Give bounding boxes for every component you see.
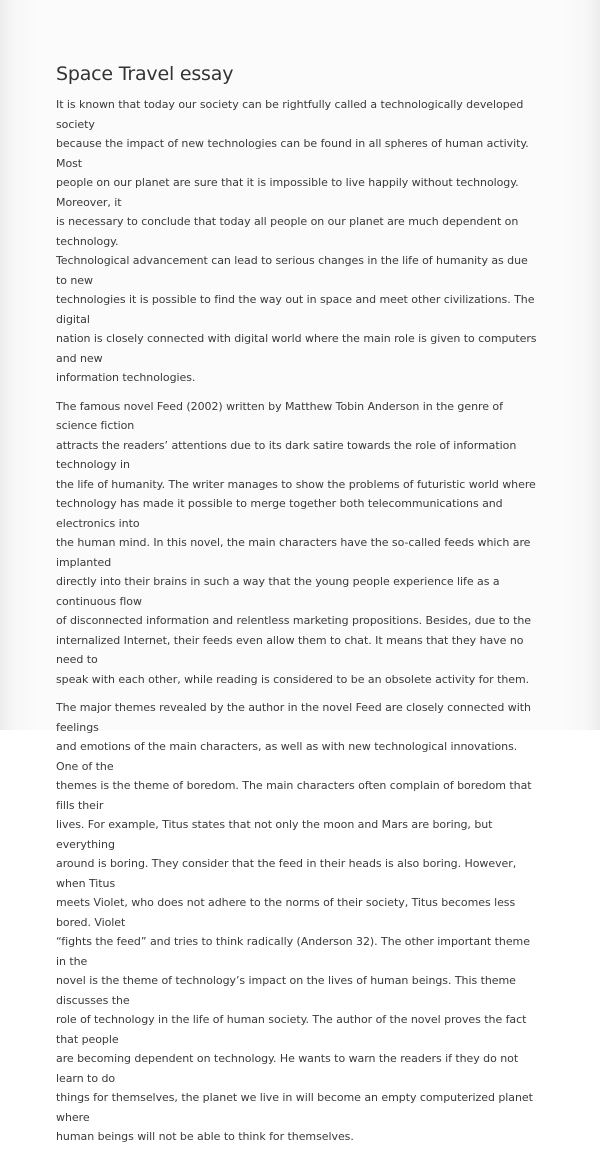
document-body (56, 62, 542, 1156)
paragraph-intro: It is known that today our society can be rightfully called a technologically developed society because the impact of new technologies can be found in all spheres of human activity. Most people on our planet are sure that it is impossible to live happily without technology. Moreover, it is necessary to conclude that today all people on our planet are much dependent on technology. Technological advancement can lead to serious changes in the life of humanity as due to new technologies it is possible to find the way out in space and meet other civilizations. The digital nation is closely connected with digital world where the main role is given to computers and new information technologies. (56, 98, 537, 384)
paragraph-major-themes: The major themes revealed by the author in the novel Feed are closely connected with feelings and emotions of the main characters, as well as with new technological innovations. One of the themes is the theme of boredom. The main characters often complain of boredom that fills their lives. For example, Titus states that not only the moon and Mars are boring, but everything around is boring. They consider that the feed in their heads is also boring. However, when Titus meets Violet, who does not adhere to the norms of their society, Titus becomes less bored. Violet “fights the feed” and tries to think radically (Anderson 32). The other important theme in the novel is the theme of technology’s impact on the lives of human beings. This theme discusses the role of technology in the life of human society. The author of the novel proves the fact that people are becoming dependent on technology. He wants to warn the readers if they do not learn to do things for themselves, the planet we live in will become an empty computerized planet where human beings will not be able to think for themselves. (56, 701, 533, 1143)
document-title: Space Travel essay (56, 63, 234, 85)
paragraph-novel-feed: The famous novel Feed (2002) written by Matthew Tobin Anderson in the genre of science fiction attracts the readers’ attentions due to its dark satire towards the role of information technology in the life of humanity. The writer manages to show the problems of futuristic world where technology has made it possible to merge together both telecommunications and electronics into the human mind. In this novel, the main characters have the so-called feeds which are implanted directly into their brains in such a way that the young people experience life as a continuous flow of disconnected information and relentless marketing propositions. Besides, due to the internalized Internet, their feeds even allow them to chat. It means that they have no need to speak with each other, while reading is considered to be an obsolete activity for them. (56, 399, 536, 686)
